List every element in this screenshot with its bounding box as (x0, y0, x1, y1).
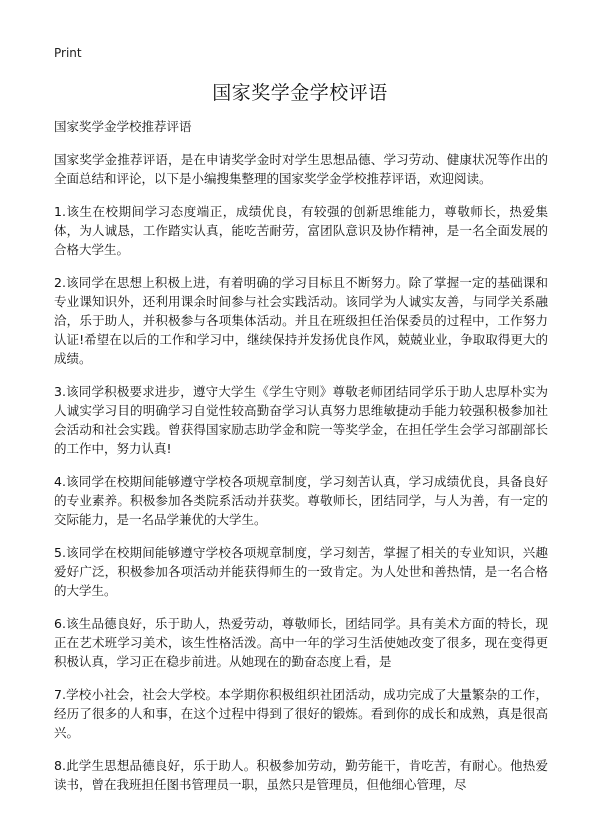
document-body (54, 118, 548, 808)
page-title: 国家奖学金学校评语 (212, 82, 388, 104)
document-subtitle: 国家奖学金学校推荐评语 (54, 119, 192, 134)
comment-item-1: 1.该生在校期间学习态度端正，成绩优良，有较强的创新思维能力，尊敬师长，热爱集体，为人诚恳，工作踏实认真，能吃苦耐劳，富团队意识及协作精神，是一名全面发展的合格大学生。 (54, 204, 548, 257)
comment-item-2: 2.该同学在思想上积极上进，有着明确的学习目标且不断努力。除了掌握一定的基础课和专业课知识外，还利用课余时间参与社会实践活动。该同学为人诚实友善，与同学关系融洽，乐于助人，并积极参与各项集体活动。并且在班级担任治保委员的过程中，工作努力认证!希望在以后的工作和学习中，继续保持并发扬优良作风，兢兢业业，争取取得更大的成绩。 (54, 275, 548, 366)
comment-item-4: 4.该同学在校期间能够遵守学校各项规章制度，学习刻苦认真，学习成绩优良，具备良好的专业素养。积极参加各类院系活动并获奖。尊敬师长，团结同学，与人为善，有一定的交际能力，是一名品学兼优的大学生。 (54, 474, 548, 527)
comment-item-3: 3.该同学积极要求进步，遵守大学生《学生守则》尊敬老师团结同学乐于助人忠厚朴实为人诚实学习目的明确学习自觉性较高勤奋学习认真努力思维敏捷动手能力较强积极参加社会活动和社会实践。曾获得国家励志助学金和院一等奖学金，在担任学生会学习部副部长的工作中，努力认真! (54, 384, 548, 456)
comment-item-7: 7.学校小社会，社会大学校。本学期你积极组织社团活动，成功完成了大量繁杂的工作，经历了很多的人和事，在这个过程中得到了很好的锻炼。看到你的成长和成熟，真是很高兴。 (54, 687, 548, 740)
intro-paragraph: 国家奖学金推荐评语，是在申请奖学金时对学生思想品德、学习劳动、健康状况等作出的全面总结和评论，以下是小编搜集整理的国家奖学金学校推荐评语，欢迎阅读。 (54, 152, 548, 186)
comment-item-5: 5.该同学在校期间能够遵守学校各项规章制度，学习刻苦，掌握了相关的专业知识，兴趣爱好广泛，积极参加各项活动并能获得师生的一致肯定。为人处世和善热情，是一名合格的大学生。 (54, 545, 548, 598)
comment-item-6: 6.该生品德良好，乐于助人，热爱劳动，尊敬师长，团结同学。具有美术方面的特长，现正在艺术班学习美术，该生性格活泼。高中一年的学习生活使她改变了很多，现在变得更积极认真，学习正在稳步前进。从她现在的勤奋态度上看，是 (54, 616, 548, 669)
comment-item-8: 8.此学生思想品德良好，乐于助人。积极参加劳动，勤劳能干，肯吃苦，有耐心。他热爱读书，曾在我班担任图书管理员一职，虽然只是管理员，但他细心管理，尽 (54, 758, 548, 792)
print-label[interactable]: Print (54, 46, 82, 60)
